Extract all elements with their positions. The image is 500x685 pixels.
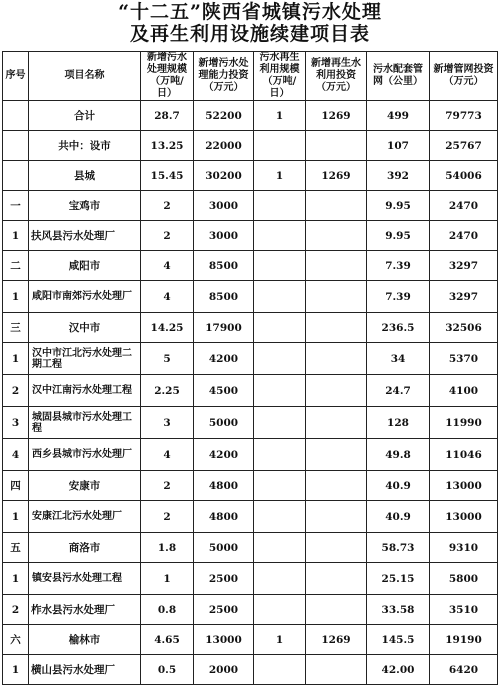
cell-treatment-investment: 17900: [194, 313, 254, 343]
cell-reuse-scale: [254, 439, 306, 471]
cell-project-name: 汉中市江北污水处理二期工程: [29, 343, 141, 375]
cell-pipe-investment: 13000: [430, 501, 498, 533]
cell-reuse-scale: [254, 533, 306, 563]
cell-project-name: 咸阳市: [29, 251, 141, 281]
cell-pipe-investment: 19190: [430, 625, 498, 655]
cell-reuse-investment: [306, 221, 367, 251]
cell-treatment-investment: 2500: [194, 563, 254, 595]
header-treatment-scale: 新增污水处理规模（万吨/日）: [141, 52, 194, 101]
cell-no: 1: [3, 343, 29, 375]
cell-pipe-network: 9.95: [367, 191, 430, 221]
cell-pipe-investment: 32506: [430, 313, 498, 343]
header-no: 序号: [3, 52, 29, 101]
cell-treatment-scale: 14.25: [141, 313, 194, 343]
cell-reuse-investment: [306, 313, 367, 343]
table-row: [3, 131, 498, 161]
cell-project-name: 咸阳市南郊污水处理厂: [29, 281, 141, 313]
table-row: [3, 563, 498, 595]
cell-reuse-scale: [254, 313, 306, 343]
table-header-row: [3, 52, 498, 101]
cell-treatment-investment: 2000: [194, 655, 254, 685]
cell-reuse-investment: [306, 595, 367, 625]
cell-reuse-investment: 1269: [306, 161, 367, 191]
cell-reuse-scale: [254, 131, 306, 161]
cell-treatment-investment: 4200: [194, 343, 254, 375]
cell-pipe-investment: 5370: [430, 343, 498, 375]
cell-pipe-network: 34: [367, 343, 430, 375]
cell-treatment-scale: 5: [141, 343, 194, 375]
cell-reuse-scale: [254, 375, 306, 407]
cell-reuse-investment: 1269: [306, 101, 367, 131]
cell-reuse-investment: [306, 375, 367, 407]
table-row: [3, 595, 498, 625]
cell-pipe-investment: 2470: [430, 191, 498, 221]
cell-project-name: 柞水县污水处理厂: [29, 595, 141, 625]
cell-no: 二: [3, 251, 29, 281]
cell-no: 2: [3, 595, 29, 625]
cell-treatment-investment: 30200: [194, 161, 254, 191]
cell-reuse-investment: [306, 471, 367, 501]
table-row: [3, 101, 498, 131]
cell-treatment-investment: 5000: [194, 533, 254, 563]
cell-treatment-investment: 2500: [194, 595, 254, 625]
cell-project-name: 榆林市: [29, 625, 141, 655]
cell-no: 4: [3, 439, 29, 471]
table-row: [3, 191, 498, 221]
cell-project-name: 横山县污水处理厂: [29, 655, 141, 685]
cell-pipe-investment: 79773: [430, 101, 498, 131]
document-title: [0, 1, 500, 45]
cell-treatment-investment: 13000: [194, 625, 254, 655]
cell-reuse-investment: [306, 407, 367, 439]
table-row: [3, 501, 498, 533]
cell-reuse-scale: 1: [254, 101, 306, 131]
cell-no: 3: [3, 407, 29, 439]
cell-pipe-investment: 11990: [430, 407, 498, 439]
cell-pipe-investment: 3297: [430, 281, 498, 313]
cell-no: 2: [3, 375, 29, 407]
cell-project-name: 汉中市: [29, 313, 141, 343]
cell-treatment-investment: 4800: [194, 501, 254, 533]
table-row: [3, 625, 498, 655]
table-body: [3, 101, 498, 685]
cell-pipe-network: 58.73: [367, 533, 430, 563]
header-project-name: 项目名称: [29, 52, 141, 101]
table-row: [3, 343, 498, 375]
cell-pipe-network: 40.9: [367, 501, 430, 533]
cell-pipe-investment: 2470: [430, 221, 498, 251]
cell-reuse-scale: [254, 471, 306, 501]
cell-project-name: 县城: [29, 161, 141, 191]
table-row: [3, 313, 498, 343]
table-row: [3, 161, 498, 191]
cell-reuse-investment: [306, 655, 367, 685]
cell-treatment-investment: 5000: [194, 407, 254, 439]
cell-pipe-network: 392: [367, 161, 430, 191]
cell-pipe-network: 24.7: [367, 375, 430, 407]
cell-treatment-scale: 2: [141, 191, 194, 221]
cell-pipe-network: 7.39: [367, 251, 430, 281]
cell-pipe-investment: 25767: [430, 131, 498, 161]
cell-project-name: 商洛市: [29, 533, 141, 563]
cell-treatment-investment: 8500: [194, 281, 254, 313]
cell-reuse-scale: [254, 191, 306, 221]
cell-treatment-scale: 4.65: [141, 625, 194, 655]
cell-treatment-investment: 4500: [194, 375, 254, 407]
table-row: [3, 221, 498, 251]
cell-no: 四: [3, 471, 29, 501]
cell-pipe-network: 25.15: [367, 563, 430, 595]
cell-treatment-scale: 1.8: [141, 533, 194, 563]
cell-pipe-network: 107: [367, 131, 430, 161]
cell-reuse-investment: [306, 343, 367, 375]
document-page: [0, 1, 500, 676]
cell-pipe-network: 9.95: [367, 221, 430, 251]
cell-reuse-investment: [306, 439, 367, 471]
cell-no: 五: [3, 533, 29, 563]
cell-project-name: 城固县城市污水处理工程: [29, 407, 141, 439]
cell-treatment-scale: 2.25: [141, 375, 194, 407]
cell-treatment-scale: 3: [141, 407, 194, 439]
cell-reuse-scale: 1: [254, 625, 306, 655]
cell-project-name: 安康江北污水处理厂: [29, 501, 141, 533]
cell-pipe-network: 128: [367, 407, 430, 439]
cell-no: 一: [3, 191, 29, 221]
cell-reuse-scale: [254, 595, 306, 625]
cell-reuse-investment: [306, 533, 367, 563]
cell-treatment-investment: 3000: [194, 221, 254, 251]
cell-reuse-scale: [254, 563, 306, 595]
cell-reuse-investment: [306, 501, 367, 533]
cell-reuse-scale: [254, 501, 306, 533]
title-line-2: 及再生利用设施续建项目表: [129, 23, 370, 45]
cell-no: 1: [3, 281, 29, 313]
cell-pipe-network: 236.5: [367, 313, 430, 343]
header-reuse-scale: 污水再生利用规模（万吨/日）: [254, 52, 306, 101]
cell-pipe-network: 49.8: [367, 439, 430, 471]
cell-treatment-scale: 13.25: [141, 131, 194, 161]
cell-no: 1: [3, 563, 29, 595]
cell-pipe-network: 33.58: [367, 595, 430, 625]
cell-treatment-investment: 52200: [194, 101, 254, 131]
header-reuse-investment: 新增再生水利用投资（万元）: [306, 52, 367, 101]
cell-treatment-investment: 22000: [194, 131, 254, 161]
cell-reuse-scale: [254, 655, 306, 685]
cell-no: 六: [3, 625, 29, 655]
cell-reuse-scale: [254, 221, 306, 251]
table-row: [3, 251, 498, 281]
cell-treatment-scale: 28.7: [141, 101, 194, 131]
cell-pipe-network: 499: [367, 101, 430, 131]
cell-reuse-scale: [254, 251, 306, 281]
cell-no: 1: [3, 501, 29, 533]
cell-no: [3, 131, 29, 161]
title-line-1: “十二五”陕西省城镇污水处理: [118, 1, 382, 23]
cell-no: 1: [3, 221, 29, 251]
cell-no: [3, 161, 29, 191]
cell-reuse-investment: [306, 563, 367, 595]
cell-no: 1: [3, 655, 29, 685]
cell-project-name: 扶风县污水处理厂: [29, 221, 141, 251]
cell-treatment-scale: 15.45: [141, 161, 194, 191]
cell-treatment-scale: 4: [141, 251, 194, 281]
cell-pipe-investment: 6420: [430, 655, 498, 685]
cell-treatment-investment: 8500: [194, 251, 254, 281]
cell-pipe-investment: 5800: [430, 563, 498, 595]
cell-pipe-investment: 11046: [430, 439, 498, 471]
cell-pipe-network: 7.39: [367, 281, 430, 313]
table-row: [3, 375, 498, 407]
cell-treatment-scale: 2: [141, 471, 194, 501]
project-table: [2, 51, 498, 685]
cell-pipe-network: 42.00: [367, 655, 430, 685]
cell-pipe-investment: 3297: [430, 251, 498, 281]
cell-reuse-investment: [306, 251, 367, 281]
cell-pipe-investment: 13000: [430, 471, 498, 501]
cell-reuse-scale: [254, 281, 306, 313]
header-pipe-network: 污水配套管网（公里）: [367, 52, 430, 101]
table-row: [3, 655, 498, 685]
cell-project-name: 镇安县污水处理工程: [29, 563, 141, 595]
cell-treatment-investment: 3000: [194, 191, 254, 221]
cell-treatment-scale: 0.8: [141, 595, 194, 625]
cell-reuse-scale: [254, 407, 306, 439]
header-pipe-investment: 新增管网投资（万元）: [430, 52, 498, 101]
cell-project-name: 宝鸡市: [29, 191, 141, 221]
cell-treatment-investment: 4800: [194, 471, 254, 501]
cell-reuse-scale: 1: [254, 161, 306, 191]
cell-treatment-investment: 4200: [194, 439, 254, 471]
cell-reuse-scale: [254, 343, 306, 375]
cell-treatment-scale: 0.5: [141, 655, 194, 685]
table-row: [3, 281, 498, 313]
cell-treatment-scale: 2: [141, 501, 194, 533]
table-row: [3, 407, 498, 439]
cell-reuse-investment: [306, 281, 367, 313]
header-treatment-investment: 新增污水处理能力投资（万元）: [194, 52, 254, 101]
cell-pipe-investment: 54006: [430, 161, 498, 191]
cell-pipe-investment: 4100: [430, 375, 498, 407]
cell-treatment-scale: 1: [141, 563, 194, 595]
cell-reuse-investment: 1269: [306, 625, 367, 655]
cell-no: 三: [3, 313, 29, 343]
cell-pipe-network: 40.9: [367, 471, 430, 501]
table-row: [3, 471, 498, 501]
cell-treatment-scale: 4: [141, 281, 194, 313]
cell-reuse-investment: [306, 191, 367, 221]
cell-reuse-investment: [306, 131, 367, 161]
cell-no: [3, 101, 29, 131]
cell-project-name: 西乡县城市污水处理厂: [29, 439, 141, 471]
cell-pipe-investment: 9310: [430, 533, 498, 563]
cell-project-name: 共中：设市: [29, 131, 141, 161]
cell-pipe-investment: 3510: [430, 595, 498, 625]
cell-project-name: 汉中江南污水处理工程: [29, 375, 141, 407]
cell-project-name: 安康市: [29, 471, 141, 501]
table-row: [3, 533, 498, 563]
cell-treatment-scale: 2: [141, 221, 194, 251]
cell-project-name: 合计: [29, 101, 141, 131]
cell-pipe-network: 145.5: [367, 625, 430, 655]
cell-treatment-scale: 4: [141, 439, 194, 471]
table-row: [3, 439, 498, 471]
